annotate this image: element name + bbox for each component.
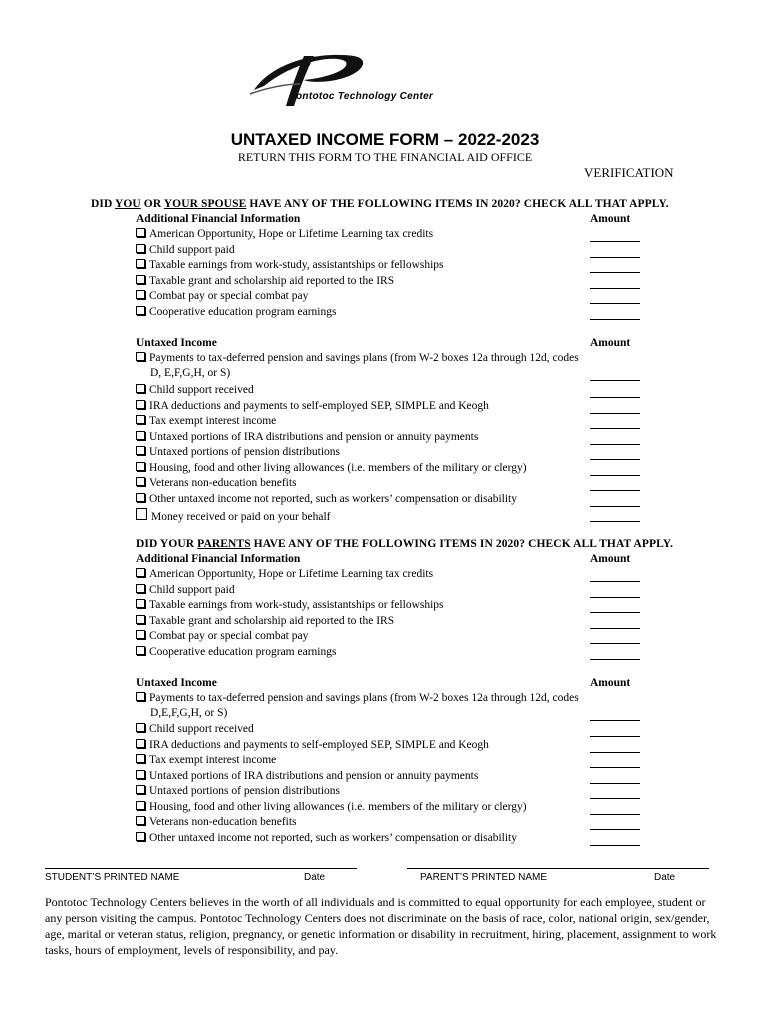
list-item xyxy=(136,415,276,427)
amount-field[interactable] xyxy=(590,474,640,476)
item-label: IRA deductions and payments to self-employed SEP, SIMPLE and Keogh xyxy=(149,399,489,412)
checkbox[interactable] xyxy=(136,816,145,825)
list-item xyxy=(136,290,308,302)
item-label: Taxable grant and scholarship aid reported to the IRS xyxy=(149,274,395,287)
item-label: Untaxed portions of IRA distributions and pension or annuity payments xyxy=(149,769,479,782)
checkbox[interactable] xyxy=(136,770,145,779)
item-label: Taxable grant and scholarship aid reported to the IRS xyxy=(149,614,395,627)
checkbox[interactable] xyxy=(136,462,145,471)
amount-field[interactable] xyxy=(590,379,640,381)
checkbox[interactable] xyxy=(136,477,145,486)
list-item xyxy=(136,446,340,458)
list-item xyxy=(136,816,297,828)
amount-field[interactable] xyxy=(590,828,640,830)
list-item xyxy=(136,384,254,396)
item-label: Housing, food and other living allowances (i.e. members of the military or clergy) xyxy=(149,461,527,474)
checkbox[interactable] xyxy=(136,801,145,810)
amount-field[interactable] xyxy=(590,844,640,846)
item-label: Untaxed portions of pension distributions xyxy=(149,785,341,797)
checkbox[interactable] xyxy=(136,415,145,424)
question-text: DID xyxy=(91,198,115,210)
checkbox[interactable] xyxy=(136,785,145,794)
list-item xyxy=(136,352,579,364)
amount-label: Amount xyxy=(590,553,631,565)
checkbox[interactable] xyxy=(136,739,145,748)
checkbox[interactable] xyxy=(136,568,145,577)
amount-field[interactable] xyxy=(590,458,640,460)
amount-field[interactable] xyxy=(590,287,640,289)
item-label: Veterans non-education benefits xyxy=(149,816,297,828)
list-item xyxy=(136,477,297,489)
amount-field[interactable] xyxy=(590,596,640,598)
checkbox[interactable] xyxy=(136,508,147,520)
question-spouse: YOUR SPOUSE xyxy=(163,198,247,210)
list-item xyxy=(136,568,433,580)
amount-field[interactable] xyxy=(590,256,640,258)
item-label: Combat pay or special combat pay xyxy=(149,630,309,643)
checkbox[interactable] xyxy=(136,384,145,393)
amount-label: Amount xyxy=(590,213,631,225)
amount-field[interactable] xyxy=(590,797,640,799)
list-item xyxy=(136,832,517,844)
checkbox[interactable] xyxy=(136,446,145,455)
amount-field[interactable] xyxy=(590,427,640,429)
checkbox[interactable] xyxy=(136,832,145,841)
amount-field[interactable] xyxy=(590,766,640,768)
checkbox[interactable] xyxy=(136,306,145,315)
checkbox[interactable] xyxy=(136,431,145,440)
item-label: Combat pay or special combat pay xyxy=(149,290,309,303)
item-label: Money received or paid on your behalf xyxy=(151,511,331,523)
checkbox[interactable] xyxy=(136,493,145,502)
form-title: UNTAXED INCOME FORM – 2022-2023 xyxy=(230,130,540,149)
checkbox[interactable] xyxy=(136,723,145,732)
amount-field[interactable] xyxy=(590,813,640,815)
item-label: American Opportunity, Hope or Lifetime Learning tax credits xyxy=(149,568,434,580)
amount-field[interactable] xyxy=(590,642,640,644)
item-continuation: D, E,F,G,H, or S) xyxy=(150,367,231,379)
additional-heading: Additional Financial Information xyxy=(136,553,301,565)
checkbox[interactable] xyxy=(136,228,145,237)
item-label: Other untaxed income not reported, such as workers’ compensation or disability xyxy=(149,831,518,844)
list-item xyxy=(136,306,336,318)
amount-field[interactable] xyxy=(590,627,640,629)
list-item xyxy=(136,431,478,443)
amount-field[interactable] xyxy=(590,396,640,398)
checkbox[interactable] xyxy=(136,290,145,299)
list-item xyxy=(136,770,478,782)
student-name-label: STUDENT’S PRINTED NAME xyxy=(45,872,180,883)
student-date-label: Date xyxy=(304,872,326,883)
amount-field[interactable] xyxy=(590,580,640,582)
question-you: YOU xyxy=(114,198,141,210)
amount-field[interactable] xyxy=(590,611,640,613)
untaxed-heading: Untaxed Income xyxy=(136,677,217,689)
question-text: DID YOUR xyxy=(136,538,198,550)
list-item xyxy=(136,801,527,813)
list-item xyxy=(136,630,308,642)
list-item xyxy=(136,508,330,523)
student-question xyxy=(91,198,669,210)
parent-question xyxy=(136,538,673,550)
amount-field[interactable] xyxy=(590,302,640,304)
amount-field[interactable] xyxy=(590,782,640,784)
question-text: HAVE ANY OF THE FOLLOWING ITEMS IN 2020? CHECK ALL THAT APPLY. xyxy=(246,198,669,210)
list-item xyxy=(136,723,254,735)
list-item xyxy=(136,244,235,256)
list-item xyxy=(136,739,489,751)
list-item xyxy=(136,462,527,474)
item-label: Housing, food and other living allowances (i.e. members of the military or clergy) xyxy=(149,800,527,813)
list-item xyxy=(136,785,340,797)
amount-field[interactable] xyxy=(590,318,640,320)
checkbox[interactable] xyxy=(136,259,145,268)
item-label: IRA deductions and payments to self-employed SEP, SIMPLE and Keogh xyxy=(149,738,489,751)
list-item xyxy=(136,259,444,271)
parent-signature-line[interactable] xyxy=(407,868,709,869)
list-item xyxy=(136,646,336,658)
list-item xyxy=(136,599,444,611)
checkbox[interactable] xyxy=(136,352,145,361)
amount-field[interactable] xyxy=(590,412,640,414)
checkbox[interactable] xyxy=(136,754,145,763)
amount-field[interactable] xyxy=(590,505,640,507)
checkbox[interactable] xyxy=(136,646,145,655)
list-item xyxy=(136,493,517,505)
item-label: Untaxed portions of pension distributions xyxy=(149,446,341,458)
amount-field[interactable] xyxy=(590,719,640,721)
question-parents: PARENTS xyxy=(197,538,251,550)
item-label: American Opportunity, Hope or Lifetime Learning tax credits xyxy=(149,228,434,240)
verification-label: VERIFICATION xyxy=(584,165,674,180)
item-label: Tax exempt interest income xyxy=(149,754,277,766)
list-item xyxy=(136,584,235,596)
amount-field[interactable] xyxy=(590,240,640,242)
checkbox[interactable] xyxy=(136,275,145,284)
list-item xyxy=(136,615,394,627)
item-label: Payments to tax-deferred pension and savings plans (from W-2 boxes 12a through 12d, codes xyxy=(149,692,579,704)
student-signature-line[interactable] xyxy=(45,868,357,869)
amount-field[interactable] xyxy=(590,489,640,491)
amount-field[interactable] xyxy=(590,751,640,753)
list-item xyxy=(136,754,276,766)
checkbox[interactable] xyxy=(136,630,145,639)
form-subtitle: RETURN THIS FORM TO THE FINANCIAL AID OFFICE xyxy=(237,150,533,164)
item-label: Untaxed portions of IRA distributions and pension or annuity payments xyxy=(149,430,479,443)
item-label: Other untaxed income not reported, such as workers’ compensation or disability xyxy=(149,492,518,505)
item-label: Cooperative education program earnings xyxy=(149,306,337,318)
nondiscrimination-statement: Pontotoc Technology Centers believes in the worth of all individuals and is committed to equal opportunity for each employee, student or any person visiting the campus. Pontotoc Technology Centers does not discriminate on the basis of race, color, national origin, sex/gender, age, marital or veteran status, religion, pregnancy, or genetic information or disability in recruitment, hiring, placement, assignment to work tasks, hours of employment, levels of responsibility, and pay. xyxy=(45,895,717,957)
question-text: HAVE ANY OF THE FOLLOWING ITEMS IN 2020? CHECK ALL THAT APPLY. xyxy=(250,538,674,550)
item-label: Child support received xyxy=(149,723,254,735)
item-label: Child support received xyxy=(149,384,254,396)
logo-text: ontotoc Technology Center xyxy=(296,91,434,102)
item-label: Child support paid xyxy=(149,243,235,256)
amount-field[interactable] xyxy=(590,443,640,445)
checkbox[interactable] xyxy=(136,599,145,608)
item-label: Child support paid xyxy=(149,583,235,596)
checkbox[interactable] xyxy=(136,584,145,593)
item-label: Tax exempt interest income xyxy=(149,415,277,427)
list-item xyxy=(136,692,579,704)
item-label: Payments to tax-deferred pension and savings plans (from W-2 boxes 12a through 12d, codes xyxy=(149,352,579,364)
amount-field[interactable] xyxy=(590,271,640,273)
item-label: Cooperative education program earnings xyxy=(149,646,337,658)
item-label: Veterans non-education benefits xyxy=(149,477,297,489)
item-label: Taxable earnings from work-study, assistantships or fellowships xyxy=(149,599,444,612)
additional-heading: Additional Financial Information xyxy=(136,213,301,225)
item-continuation: D,E,F,G,H, or S) xyxy=(150,707,228,719)
amount-label: Amount xyxy=(590,337,631,349)
item-label: Taxable earnings from work-study, assistantships or fellowships xyxy=(149,259,444,272)
amount-label: Amount xyxy=(590,677,631,689)
checkbox[interactable] xyxy=(136,615,145,624)
list-item xyxy=(136,228,433,240)
checkbox[interactable] xyxy=(136,244,145,253)
parent-date-label: Date xyxy=(654,872,676,883)
untaxed-heading: Untaxed Income xyxy=(136,337,217,349)
list-item xyxy=(136,400,489,412)
pontotoc-p-swoosh-icon xyxy=(246,50,526,112)
amount-field[interactable] xyxy=(590,520,640,522)
pontotoc-logo xyxy=(246,50,526,112)
checkbox[interactable] xyxy=(136,400,145,409)
question-text: OR xyxy=(140,198,164,210)
amount-field[interactable] xyxy=(590,658,640,660)
parent-name-label: PARENT’S PRINTED NAME xyxy=(420,872,548,883)
checkbox[interactable] xyxy=(136,692,145,701)
amount-field[interactable] xyxy=(590,735,640,737)
list-item xyxy=(136,275,394,287)
